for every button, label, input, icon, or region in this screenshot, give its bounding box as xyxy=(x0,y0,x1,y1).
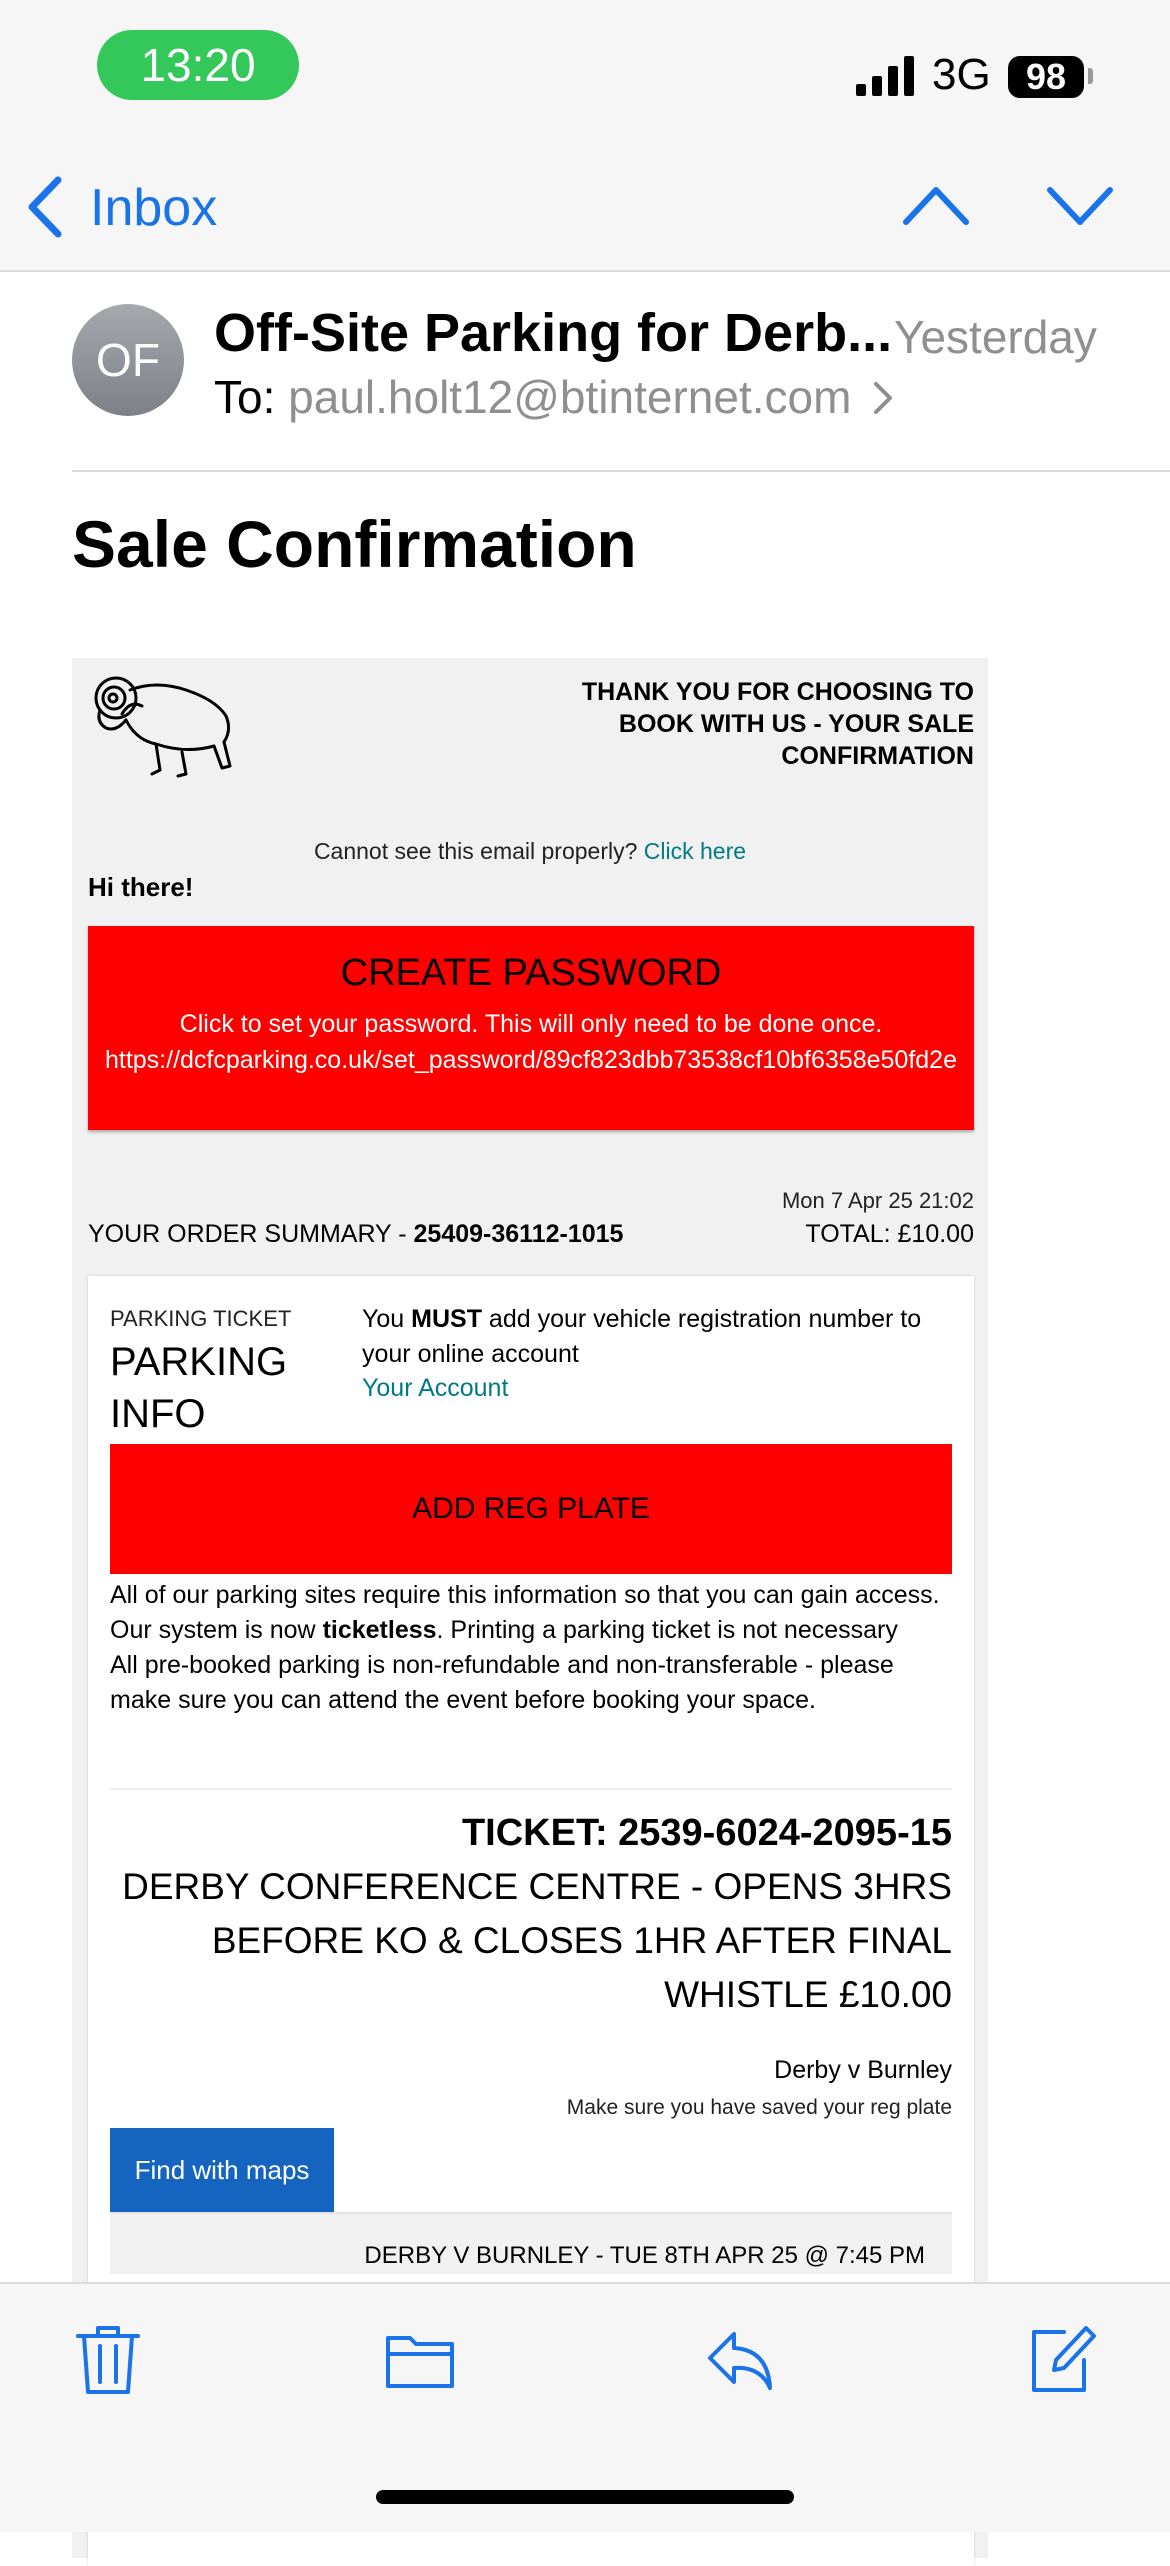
network-type: 3G xyxy=(932,50,991,99)
parking-info-heading: PARKING INFO xyxy=(110,1340,288,1436)
order-number: 25409-36112-1015 xyxy=(413,1220,624,1248)
order-date: Mon 7 Apr 25 21:02 xyxy=(781,1188,974,1213)
thanks-heading: THANK YOU FOR CHOOSING TO BOOK WITH US - YOUR SALE CONFIRMATION xyxy=(581,678,974,770)
cannot-see-text: Cannot see this email properly? xyxy=(313,838,638,864)
sender-avatar[interactable]: OF xyxy=(72,304,184,416)
greeting: Hi there! xyxy=(88,872,194,902)
trash-icon[interactable] xyxy=(72,2322,144,2398)
folder-icon[interactable] xyxy=(384,2324,456,2400)
recipient-line[interactable] xyxy=(214,370,851,424)
email-subject: Sale Confirmation xyxy=(72,507,637,581)
add-reg-plate-button[interactable]: ADD REG PLATE xyxy=(110,1444,952,1574)
must-pre: You xyxy=(362,1305,412,1333)
parking-ticket-label: PARKING TICKET xyxy=(110,1306,292,1331)
info-post: . Printing a parking ticket is not necessary xyxy=(436,1616,898,1644)
ticket-number: TICKET: 2539-6024-2095-15 xyxy=(461,1812,952,1854)
event-line: DERBY V BURNLEY - TUE 8TH APR 25 @ 7:45 PM xyxy=(364,2242,925,2269)
to-label: To: xyxy=(214,371,276,423)
match-name: Derby v Burnley xyxy=(774,2056,952,2084)
reply-icon[interactable] xyxy=(704,2322,776,2398)
order-total: TOTAL: £10.00 xyxy=(805,1220,974,1248)
create-password-title[interactable]: CREATE PASSWORD xyxy=(340,952,722,994)
find-with-maps-button[interactable]: Find with maps xyxy=(110,2128,334,2212)
signal-icon xyxy=(856,56,916,96)
must-add-reg-text xyxy=(362,1302,962,1372)
battery-tip xyxy=(1088,68,1093,84)
ticketless-info xyxy=(110,1578,952,1648)
cannot-see-line xyxy=(72,838,988,865)
info-bold: ticketless xyxy=(322,1616,437,1644)
ticket-description: DERBY CONFERENCE CENTRE - OPENS 3HRS BEFORE KO & CLOSES 1HR AFTER FINAL WHISTLE £10.00 xyxy=(122,1866,952,2015)
status-time: 13:20 xyxy=(97,30,299,100)
click-here-link[interactable]: Click here xyxy=(643,838,747,864)
sender-name[interactable]: Off-Site Parking for Derb... xyxy=(214,303,893,363)
must-post: add your vehicle registration number to your online account xyxy=(362,1305,922,1368)
order-summary-label: YOUR ORDER SUMMARY - xyxy=(88,1220,414,1248)
chevron-up-icon[interactable] xyxy=(900,178,972,234)
compose-icon[interactable] xyxy=(1024,2320,1096,2396)
ram-logo-icon xyxy=(86,670,242,782)
refund-info: All pre-booked parking is non-refundable and non-transferable - please make sure you can attend the event before booking your space. xyxy=(110,1651,894,1714)
create-password-text[interactable] xyxy=(100,1006,962,1078)
order-summary xyxy=(88,1220,623,1249)
ticket-separator xyxy=(110,1788,952,1790)
parking-info-text xyxy=(110,1578,952,1718)
header-divider xyxy=(72,470,1170,472)
to-address[interactable]: paul.holt12@btinternet.com xyxy=(288,371,852,423)
chevron-down-icon[interactable] xyxy=(1044,178,1116,234)
info-pre: All of our parking sites require this information so that you can gain access. Our system is now xyxy=(110,1581,940,1644)
chevron-left-icon[interactable] xyxy=(22,172,72,242)
create-password-url[interactable]: https://dcfcparking.co.uk/set_password/89cf823dbb73538cf10bf6358e50fd2e xyxy=(104,1046,957,1074)
chevron-right-icon[interactable] xyxy=(872,378,896,418)
home-indicator xyxy=(376,2490,794,2504)
create-password-instruction: Click to set your password. This will only need to be done once. xyxy=(179,1010,883,1038)
email-date: Yesterday xyxy=(894,311,1097,363)
must-bold: MUST xyxy=(411,1305,482,1333)
save-reg-note: Make sure you have saved your reg plate xyxy=(566,2096,952,2119)
your-account-link[interactable]: Your Account xyxy=(362,1374,509,1402)
battery-indicator: 98 xyxy=(1008,56,1084,98)
back-to-inbox-button[interactable]: Inbox xyxy=(90,179,218,237)
